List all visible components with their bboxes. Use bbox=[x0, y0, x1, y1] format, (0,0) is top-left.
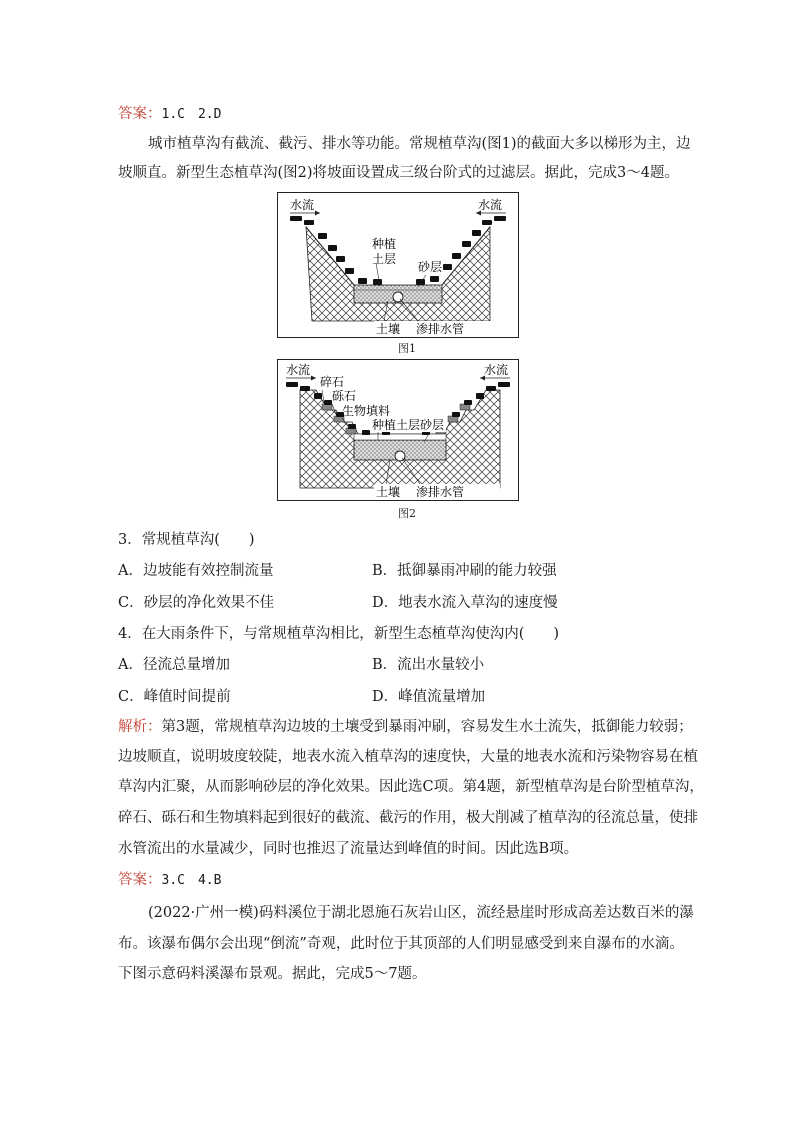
analysis-label: 解析： bbox=[118, 719, 162, 735]
answer-value: 3.C 4.B bbox=[161, 873, 222, 888]
fig1-label-plant-soil-2: 土层 bbox=[372, 252, 397, 266]
question-4-option-a: A．径流总量增加 bbox=[118, 657, 230, 673]
figure-1-caption: 图1 bbox=[398, 342, 416, 355]
question-4-option-d: D．峰值流量增加 bbox=[372, 689, 486, 705]
fig1-label-plant-soil-1: 种植 bbox=[372, 237, 397, 251]
answer-line-1 bbox=[118, 104, 221, 125]
fig2-label-pebble: 砾石 bbox=[332, 389, 357, 403]
figure-2-diagram bbox=[278, 360, 518, 500]
figure-1 bbox=[277, 192, 519, 338]
figure-2-caption: 图2 bbox=[398, 507, 416, 520]
analysis-line-3: 草沟内汇聚，从而影响砂层的净化效果。因此选C项。第4题，新型植草沟是台阶型植草沟， bbox=[118, 779, 704, 795]
fig1-label-water-left: 水流 bbox=[290, 198, 315, 212]
fig2-label-bio: 生物填料 bbox=[342, 404, 391, 418]
intro2-line3: 下图示意码料溪瀑布景观。据此，完成5～7题。 bbox=[118, 966, 427, 982]
fig1-label-soil: 土壤 bbox=[376, 322, 401, 336]
question-3-option-b: B．抵御暴雨冲刷的能力较强 bbox=[372, 563, 557, 579]
fig1-label-pipe: 渗排水管 bbox=[416, 322, 465, 336]
question-4-option-c: C．峰值时间提前 bbox=[118, 689, 231, 705]
fig1-label-sand: 砂层 bbox=[418, 260, 443, 274]
question-3-option-d: D．地表水流入草沟的速度慢 bbox=[372, 595, 558, 611]
figure-2 bbox=[277, 359, 519, 501]
analysis-line-2: 边坡顺直，说明坡度较陡，地表水流入植草沟的速度快，大量的地表水流和污染物容易在植 bbox=[118, 749, 698, 765]
intro2-line2: 布。该瀑布偶尔会出现“倒流”奇观，此时位于其顶部的人们明显感受到来自瀑布的水滴。 bbox=[118, 936, 684, 952]
analysis-line-5: 水管流出的水量减少，同时也推迟了流量达到峰值的时间。因此选B项。 bbox=[118, 841, 579, 857]
drain-pipe bbox=[395, 451, 405, 461]
question-4-stem: 4．在大雨条件下，与常规植草沟相比，新型生态植草沟使沟内( ) bbox=[118, 626, 560, 642]
intro1-line2: 坡顺直。新型生态植草沟(图2)将坡面设置成三级台阶式的过滤层。据此，完成3～4题。 bbox=[118, 165, 679, 181]
answer-label: 答案： bbox=[118, 872, 162, 888]
analysis-line-1 bbox=[118, 717, 693, 737]
figure-1-diagram bbox=[278, 193, 518, 337]
fig2-label-sand: 砂层 bbox=[420, 418, 445, 432]
answer-line-2 bbox=[118, 870, 221, 891]
question-3-stem: 3．常规植草沟( ) bbox=[118, 532, 255, 548]
intro1-line1: 城市植草沟有截流、截污、排水等功能。常规植草沟(图1)的截面大多以梯形为主，边 bbox=[148, 136, 691, 152]
question-4-option-b: B．流出水量较小 bbox=[372, 657, 485, 673]
question-3-option-c: C．砂层的净化效果不佳 bbox=[118, 595, 275, 611]
fig2-label-gravel: 碎石 bbox=[320, 375, 345, 389]
fig2-label-water-right: 水流 bbox=[484, 363, 509, 377]
answer-value: 1.C 2.D bbox=[161, 107, 222, 122]
answer-label: 答案： bbox=[118, 106, 162, 122]
fig2-label-water-left: 水流 bbox=[286, 363, 311, 377]
question-3-option-a: A．边坡能有效控制流量 bbox=[118, 563, 274, 579]
analysis-text-1: 第3题，常规植草沟边坡的土壤受到暴雨冲刷，容易发生水土流失，抵御能力较弱； bbox=[161, 719, 693, 735]
fig1-label-water-right: 水流 bbox=[478, 198, 503, 212]
intro2-line1: (2022·广州一模)码料溪位于湖北恩施石灰岩山区，流经悬崖时形成高差达数百米的瀑 bbox=[148, 905, 694, 921]
analysis-line-4: 碎石、砾石和生物填料起到很好的截流、截污的作用，极大削减了植草沟的径流总量，使排 bbox=[118, 810, 698, 826]
fig2-label-pipe: 渗排水管 bbox=[416, 485, 465, 499]
fig2-label-plant-soil: 种植土层 bbox=[372, 418, 421, 432]
fig2-label-soil: 土壤 bbox=[376, 485, 401, 499]
